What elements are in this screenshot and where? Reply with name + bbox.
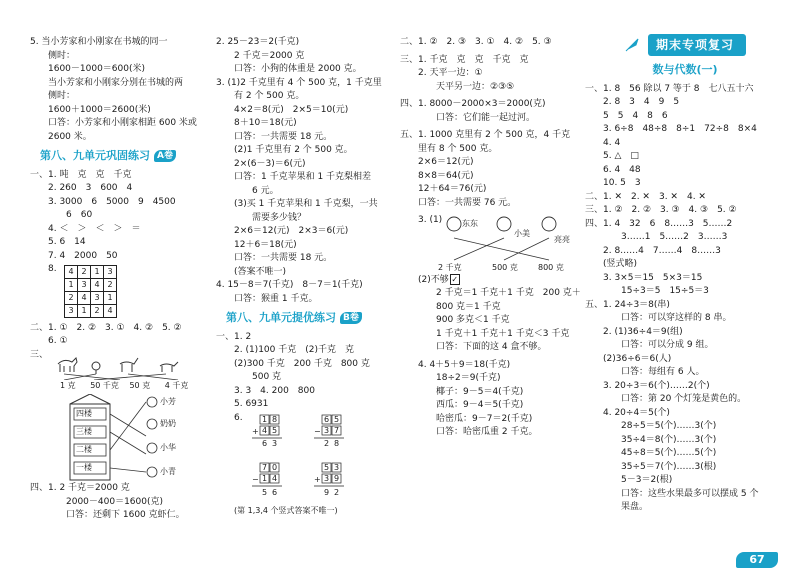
text-line: 5－3＝2(根) xyxy=(621,475,673,485)
text-line: 二、1. ② 2. ③ 3. ① 4. ② 5. ③ xyxy=(400,37,552,47)
weight-label: 1 克 xyxy=(60,381,76,390)
svg-text:6: 6 xyxy=(272,488,278,497)
text-line: 口答：每组有 6 人。 xyxy=(621,367,705,377)
building-figure xyxy=(62,394,205,482)
svg-text:1: 1 xyxy=(262,474,268,483)
text-line: 5 5 4 8 6 xyxy=(603,110,668,121)
section-header xyxy=(226,310,386,327)
text-line: 口答：一共需要 76 元。 xyxy=(418,197,517,208)
text-line: 有 2 个 500 克。 xyxy=(234,91,305,101)
text-line: 2×(6－3)＝6(元) xyxy=(234,158,306,169)
grid-cell: 3 xyxy=(78,278,91,291)
text-line: 6. 4 48 xyxy=(603,164,641,175)
horse-icon xyxy=(58,358,77,372)
text-line: (2)1 千克里有 2 个 500 克。 xyxy=(234,145,353,155)
section-badge: A卷 xyxy=(154,150,176,162)
text-line: 8. xyxy=(48,264,57,274)
kid-label: 小美 xyxy=(514,228,530,238)
text-line: 口答：可以分成 9 组。 xyxy=(621,340,714,350)
text-line: 3……1 5……2 3……3 xyxy=(621,232,728,242)
text-line: 5. 6931 xyxy=(234,399,269,409)
text-line: 二、1. ✕ 2. ✕ 3. ✕ 4. ✕ xyxy=(585,191,706,202)
svg-text:9: 9 xyxy=(324,488,330,497)
text-line: 2. 8 3 4 9 5 xyxy=(603,97,680,107)
svg-text:6: 6 xyxy=(262,439,268,448)
text-line: 4. ＜ ＞ ＜ ＞ ＝ xyxy=(48,223,141,234)
sudoku-grid xyxy=(64,265,117,318)
svg-text:−: − xyxy=(314,427,321,436)
text-line: 口答：第 20 个灯笼是黄色的。 xyxy=(621,394,747,404)
text-line: (2)300 千克 200 千克 800 克 xyxy=(234,358,370,369)
roof-shape xyxy=(70,394,110,404)
grid-cell: 1 xyxy=(78,304,91,317)
floor-label: 四楼 xyxy=(76,409,92,418)
grid-cell: 1 xyxy=(104,291,117,304)
svg-text:9: 9 xyxy=(334,474,340,483)
grid-cell: 1 xyxy=(91,265,104,278)
text-line: 4. 4＋5＋9＝18(千克) xyxy=(418,359,511,370)
text-line: (答案不唯一) xyxy=(234,266,287,277)
text-line: 8＋10＝18(元) xyxy=(234,118,297,128)
text-line: 口答：小狗的体重是 2000 克。 xyxy=(234,64,362,74)
text-line: 1600－1000＝600(米) xyxy=(48,64,146,74)
text-line: 四、1. 4 32 6 8……3 5……2 xyxy=(585,218,733,229)
text-line: (竖式略) xyxy=(603,259,638,269)
svg-text:2: 2 xyxy=(324,439,330,448)
text-line: 哈密瓜：9－7＝2(千克) xyxy=(436,413,533,424)
text-line: 4×2＝8(元) 2×5＝10(元) xyxy=(234,104,349,115)
text-line: 5. 当小芳家和小刚家在书城的同一 xyxy=(30,37,168,47)
grid-cell: 3 xyxy=(91,291,104,304)
text-line: 4. 15－8＝7(千克) 8－7＝1(千克) xyxy=(216,280,363,290)
text-line: 2000－400＝1600(克) xyxy=(66,496,164,507)
svg-text:8: 8 xyxy=(272,415,278,424)
kid-label: 亮亮 xyxy=(554,234,570,244)
weight-label: 4 千克 xyxy=(164,381,189,390)
text-line: 2. (1)36÷4＝9(组) xyxy=(603,326,683,337)
grid-cell: 3 xyxy=(65,304,78,317)
grid-cell: 2 xyxy=(65,291,78,304)
dongdong-avatar-icon xyxy=(447,217,461,231)
section-title: 第八、九单元巩固练习 xyxy=(40,149,150,162)
text-line: 需要多少钱？ xyxy=(252,212,307,223)
girl2-avatar-icon xyxy=(147,467,157,477)
svg-text:5: 5 xyxy=(334,415,340,424)
text-line: 2600 米。 xyxy=(48,131,92,142)
text-line: 五、1. 24÷3＝8(串) xyxy=(585,299,670,310)
text-line: 5. 6 14 xyxy=(48,237,86,247)
svg-text:5: 5 xyxy=(324,463,330,472)
text-line: 12＋6＝18(元) xyxy=(234,239,297,250)
text-line: 二、1. ① 2. ② 3. ① 4. ② 5. ② xyxy=(30,322,182,333)
text-line: 口答：一共需要 18 元。 xyxy=(234,253,333,263)
weight-label: 50 千克 xyxy=(90,381,119,390)
text-line: 6 元。 xyxy=(252,185,279,196)
text-line: 2. 25－23＝2(千克) xyxy=(216,37,300,47)
svg-text:3: 3 xyxy=(334,463,340,472)
grid-cell: 3 xyxy=(104,265,117,278)
text-line: 3. (1) xyxy=(418,215,443,225)
weight-label: 800 克 xyxy=(538,262,564,272)
vertical-arithmetic-figure xyxy=(252,413,372,505)
text-line: 1600＋1000＝2600(米) xyxy=(48,104,151,115)
svg-text:7: 7 xyxy=(262,463,268,472)
grid-cell: 4 xyxy=(104,304,117,317)
floor-label: 一楼 xyxy=(76,463,92,472)
liangliang-avatar-icon xyxy=(542,217,556,231)
goat-icon xyxy=(120,358,138,372)
weight-label: 2 千克 xyxy=(438,262,462,272)
text-line: 2. 260 3 600 4 xyxy=(48,183,133,193)
text-line: 3. 6÷8 48÷8 8÷1 72÷8 8×4 xyxy=(603,124,757,134)
text-line: 口答：还剩下 1600 克虾仁。 xyxy=(66,510,185,520)
section-title: 第八、九单元提优练习 xyxy=(226,311,336,324)
column-2 xyxy=(216,36,386,518)
text-line: 5. △ □ xyxy=(603,151,639,161)
text-line: 2 千克＝1 千克＋1 千克 200 克＋ xyxy=(436,288,581,298)
text-line: 天平另一边：②③⑤ xyxy=(436,81,515,92)
text-line: 3. 3000 6 5000 9 4500 xyxy=(48,196,176,207)
text-line: 口答：小芳家和小刚家相距 600 米或 xyxy=(48,118,197,128)
review-title: 期末专项复习 xyxy=(648,34,746,56)
text-line: 口答：这些水果最多可以摆成 5 个 xyxy=(621,488,759,499)
person-label: 小芳 xyxy=(160,397,176,406)
animal-weight-figure xyxy=(50,350,205,392)
rocket-icon xyxy=(624,37,642,53)
text-line: 2. 天平一边：① xyxy=(418,68,483,78)
text-line: 6. xyxy=(234,412,243,423)
text-line: 8×8＝64(元) xyxy=(418,170,474,181)
grid-cell: 2 xyxy=(78,265,91,278)
svg-text:5: 5 xyxy=(272,426,278,435)
person-label: 奶奶 xyxy=(160,419,176,428)
text-line: 2. 8……4 7……4 8……3 xyxy=(603,245,721,256)
text-line: 口答：一共需要 18 元。 xyxy=(234,131,333,142)
text-line: 侧时： xyxy=(48,50,76,61)
svg-text:5: 5 xyxy=(262,488,268,497)
text-line: 里有 8 个 500 克。 xyxy=(418,143,498,154)
grandma-avatar-icon xyxy=(147,419,157,429)
svg-text:3: 3 xyxy=(324,474,330,483)
text-line: 3. 3×5＝15 5×3＝15 xyxy=(603,272,703,283)
column-3 xyxy=(400,36,581,440)
text-line: 4. 20÷4＝5(个) xyxy=(603,407,670,418)
girl-avatar-icon xyxy=(147,397,157,407)
text-line: 35÷5＝7(个)……3(根) xyxy=(621,461,717,472)
text-line xyxy=(400,274,578,288)
weight-label: 50 克 xyxy=(129,381,151,390)
column-1 xyxy=(30,36,205,523)
svg-text:1: 1 xyxy=(262,415,268,424)
text-line: 五、1. 1000 克里有 2 个 500 克，4 千克 xyxy=(400,130,571,140)
text-line: 三、1. 千克 克 克 千克 克 xyxy=(400,54,529,65)
text-line: 10. 5 3 xyxy=(603,178,641,188)
text-line: 椰子：9－5＝4(千克) xyxy=(436,386,524,397)
text-line: 12＋64＝76(元) xyxy=(418,184,487,194)
text-line: 当小芳家和小刚家分别在书城的两 xyxy=(48,77,184,88)
kid-label: 东东 xyxy=(462,218,478,228)
text-line: 三、 xyxy=(30,349,49,360)
text-line: 6 60 xyxy=(66,210,93,220)
weight-labels xyxy=(60,380,188,392)
svg-text:3: 3 xyxy=(272,439,278,448)
floor-label: 三楼 xyxy=(76,427,92,436)
text-line: 3. 3 4. 200 800 xyxy=(234,385,315,396)
text-line: 口答：它们能一起过河。 xyxy=(436,112,536,123)
weight-label: 500 克 xyxy=(492,262,518,272)
text-line: 口答：可以穿这样的 8 串。 xyxy=(621,313,732,323)
svg-text:+: + xyxy=(314,475,321,484)
checkmark-icon: ✓ xyxy=(451,274,459,284)
person-label: 小青 xyxy=(160,467,176,476)
svg-text:+: + xyxy=(252,427,259,436)
person-label: 小华 xyxy=(160,443,176,452)
review-header xyxy=(585,34,785,56)
text-line: (3)买 1 千克苹果和 1 千克梨，一共 xyxy=(234,199,378,209)
review-subtitle: 数与代数(一) xyxy=(652,63,718,76)
text-line: 900 多克＜1 千克 xyxy=(436,315,510,325)
text-line: 四、1. 8000－2000×3＝2000(克) xyxy=(400,99,546,109)
floor-label: 二楼 xyxy=(76,445,92,454)
text-line: 3. 20÷3＝6(个)……2(个) xyxy=(603,380,710,391)
text-line: 500 克 xyxy=(252,372,282,382)
text-line: 2×6＝12(元) 2×3＝6(元) xyxy=(234,226,349,236)
text-line: 口答：下面的这 4 盒不够。 xyxy=(436,342,547,352)
text-line: 4. 4 xyxy=(603,137,621,148)
grid-cell: 4 xyxy=(78,291,91,304)
vertical-arithmetic-svg xyxy=(252,413,372,505)
page-number: 67 xyxy=(736,552,778,568)
text-line: 6. ① xyxy=(48,336,68,346)
text-line: 28÷5＝5(个)……3(个) xyxy=(621,421,717,431)
svg-text:8: 8 xyxy=(334,439,340,448)
note-text: (第 1,3,4 个竖式答案不唯一) xyxy=(234,506,338,515)
text-line: 口答：1 千克苹果和 1 千克梨相差 xyxy=(234,172,372,182)
grid-cell: 4 xyxy=(65,265,78,278)
grid-cell: 1 xyxy=(65,278,78,291)
text-line: 35÷4＝8(个)……3(个) xyxy=(621,434,717,445)
svg-text:2: 2 xyxy=(334,488,340,497)
text-line: 一、1. 8 56 除以 7 等于 8 七八五十六 xyxy=(585,83,754,94)
svg-text:3: 3 xyxy=(324,426,330,435)
answer-block-1 xyxy=(30,36,205,144)
text-line: 一、1. 吨 克 克 千克 xyxy=(30,169,132,180)
text-line: 2 千克＝2000 克 xyxy=(234,50,305,61)
text-line: 果盘。 xyxy=(621,502,649,512)
svg-text:0: 0 xyxy=(272,463,278,472)
text-line: 3. (1)2 千克里有 4 个 500 克，1 千克里 xyxy=(216,77,382,88)
text-line: 15÷3＝5 15÷5＝3 xyxy=(621,286,709,296)
text-line: 四、1. 2 千克＝2000 克 xyxy=(30,483,130,493)
svg-text:−: − xyxy=(252,475,259,484)
boy-avatar-icon xyxy=(147,443,157,453)
text-line: 口答：哈密瓜重 2 千克。 xyxy=(436,427,538,437)
xiaomei-avatar-icon xyxy=(497,217,511,231)
section-header xyxy=(40,148,205,165)
text-line: (2)36÷6＝6(人) xyxy=(603,353,672,364)
text-line: 西瓜：9－4＝5(千克) xyxy=(436,400,524,410)
text-line: 800 克＝1 千克 xyxy=(436,301,501,312)
text-line: 口答：猴重 1 千克。 xyxy=(234,293,318,304)
svg-text:7: 7 xyxy=(334,426,340,435)
grid-cell: 4 xyxy=(91,278,104,291)
chick-icon xyxy=(92,362,100,374)
kids-weights-figure xyxy=(434,214,574,274)
svg-text:4: 4 xyxy=(262,426,268,435)
text-line: 一、1. 2 xyxy=(216,331,252,342)
text-line: 45÷8＝5(个)……5(个) xyxy=(621,448,717,458)
svg-text:6: 6 xyxy=(324,415,330,424)
text-line: 2. (1)100 千克 (2)千克 克 xyxy=(234,345,354,355)
grid-cell: 2 xyxy=(91,304,104,317)
section-badge: B卷 xyxy=(340,312,362,324)
svg-text:4: 4 xyxy=(272,474,278,483)
dog-icon xyxy=(160,362,178,372)
text-line: 18÷2＝9(千克) xyxy=(436,373,501,383)
column-4 xyxy=(585,36,785,515)
text-line: 三、1. ② 2. ② 3. ③ 4. ③ 5. ② xyxy=(585,205,737,215)
grid-cell: 2 xyxy=(104,278,117,291)
text-line: 2×6＝12(元) xyxy=(418,157,474,167)
animal-lines-svg xyxy=(50,350,200,380)
text-line: 7. 4 2000 50 xyxy=(48,250,118,261)
text-line: 1 千克＋1 千克＋1 千克＜3 千克 xyxy=(436,328,570,339)
text-line: 侧时： xyxy=(48,91,76,101)
answer-text: (2)不够 xyxy=(418,274,449,285)
